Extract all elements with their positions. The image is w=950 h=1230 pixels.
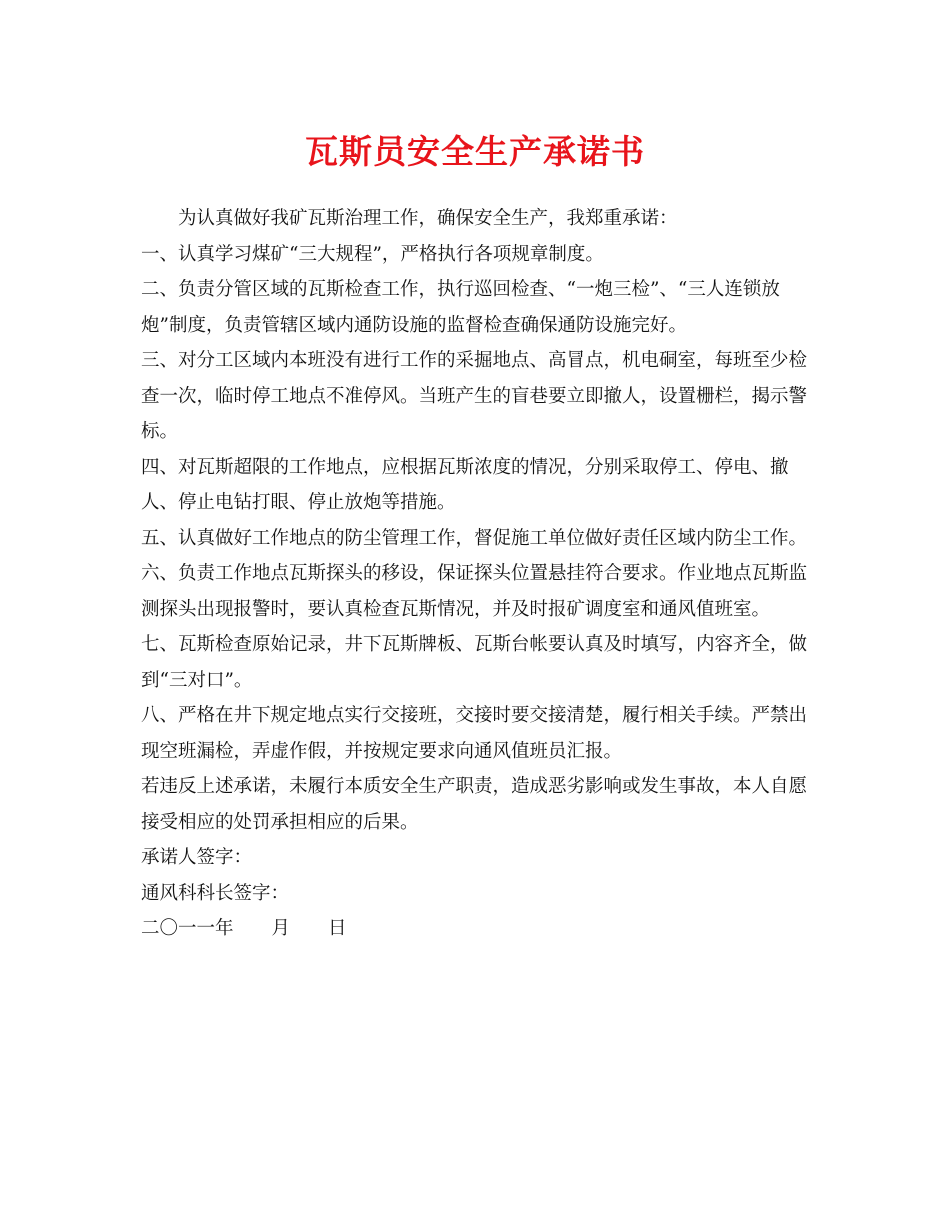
commitment-item-1: 一、认真学习煤矿“三大规程”，严格执行各项规章制度。 — [141, 243, 604, 265]
date-line — [141, 911, 821, 947]
date-year: 二〇一一年 — [141, 918, 234, 939]
date-month: 月 — [271, 918, 291, 939]
intro-paragraph: 为认真做好我矿瓦斯治理工作，确保安全生产，我郑重承诺： — [178, 208, 678, 229]
commitment-item-2: 二、负责分管区域的瓦斯检查工作，执行巡回检查、“一炮三检”、“三人连锁放炮”制度，负责管辖区域内通防设施的监督检查确保通防设施完好。 — [141, 279, 780, 336]
commitment-item-6: 六、负责工作地点瓦斯探头的移设，保证探头位置悬挂符合要求。作业地点瓦斯监测探头出现报警时，要认真检查瓦斯情况，并及时报矿调度室和通风值班室。 — [141, 563, 808, 620]
commitment-item-3: 三、对分工区域内本班没有进行工作的采掘地点、高冒点，机电硐室，每班至少检查一次，临时停工地点不准停风。当班产生的盲巷要立即撤人，设置栅栏，揭示警标。 — [141, 350, 808, 442]
commitment-item-8: 八、严格在井下规定地点实行交接班，交接时要交接清楚，履行相关手续。严禁出现空班漏检，弄虚作假，并按规定要求向通风值班员汇报。 — [141, 705, 808, 762]
document-body — [141, 201, 821, 947]
section-chief-signature-label: 通风科科长签字： — [141, 882, 290, 904]
document-title: 瓦斯员安全生产承诺书 — [305, 132, 645, 171]
date-day: 日 — [328, 918, 347, 939]
violation-clause: 若违反上述承诺，未履行本质安全生产职责，造成恶劣影响或发生事故，本人自愿接受相应的处罚承担相应的后果。 — [141, 776, 808, 833]
commitment-item-4: 四、对瓦斯超限的工作地点，应根据瓦斯浓度的情况，分别采取停工、停电、撤人、停止电钻打眼、停止放炮等措施。 — [141, 456, 789, 513]
commitment-item-5: 五、认真做好工作地点的防尘管理工作，督促施工单位做好责任区域内防尘工作。 — [141, 527, 808, 549]
commitment-item-7: 七、瓦斯检查原始记录，井下瓦斯牌板、瓦斯台帐要认真及时填写，内容齐全，做到“三对口”。 — [141, 634, 808, 691]
promiser-signature-label: 承诺人签字： — [141, 847, 253, 868]
